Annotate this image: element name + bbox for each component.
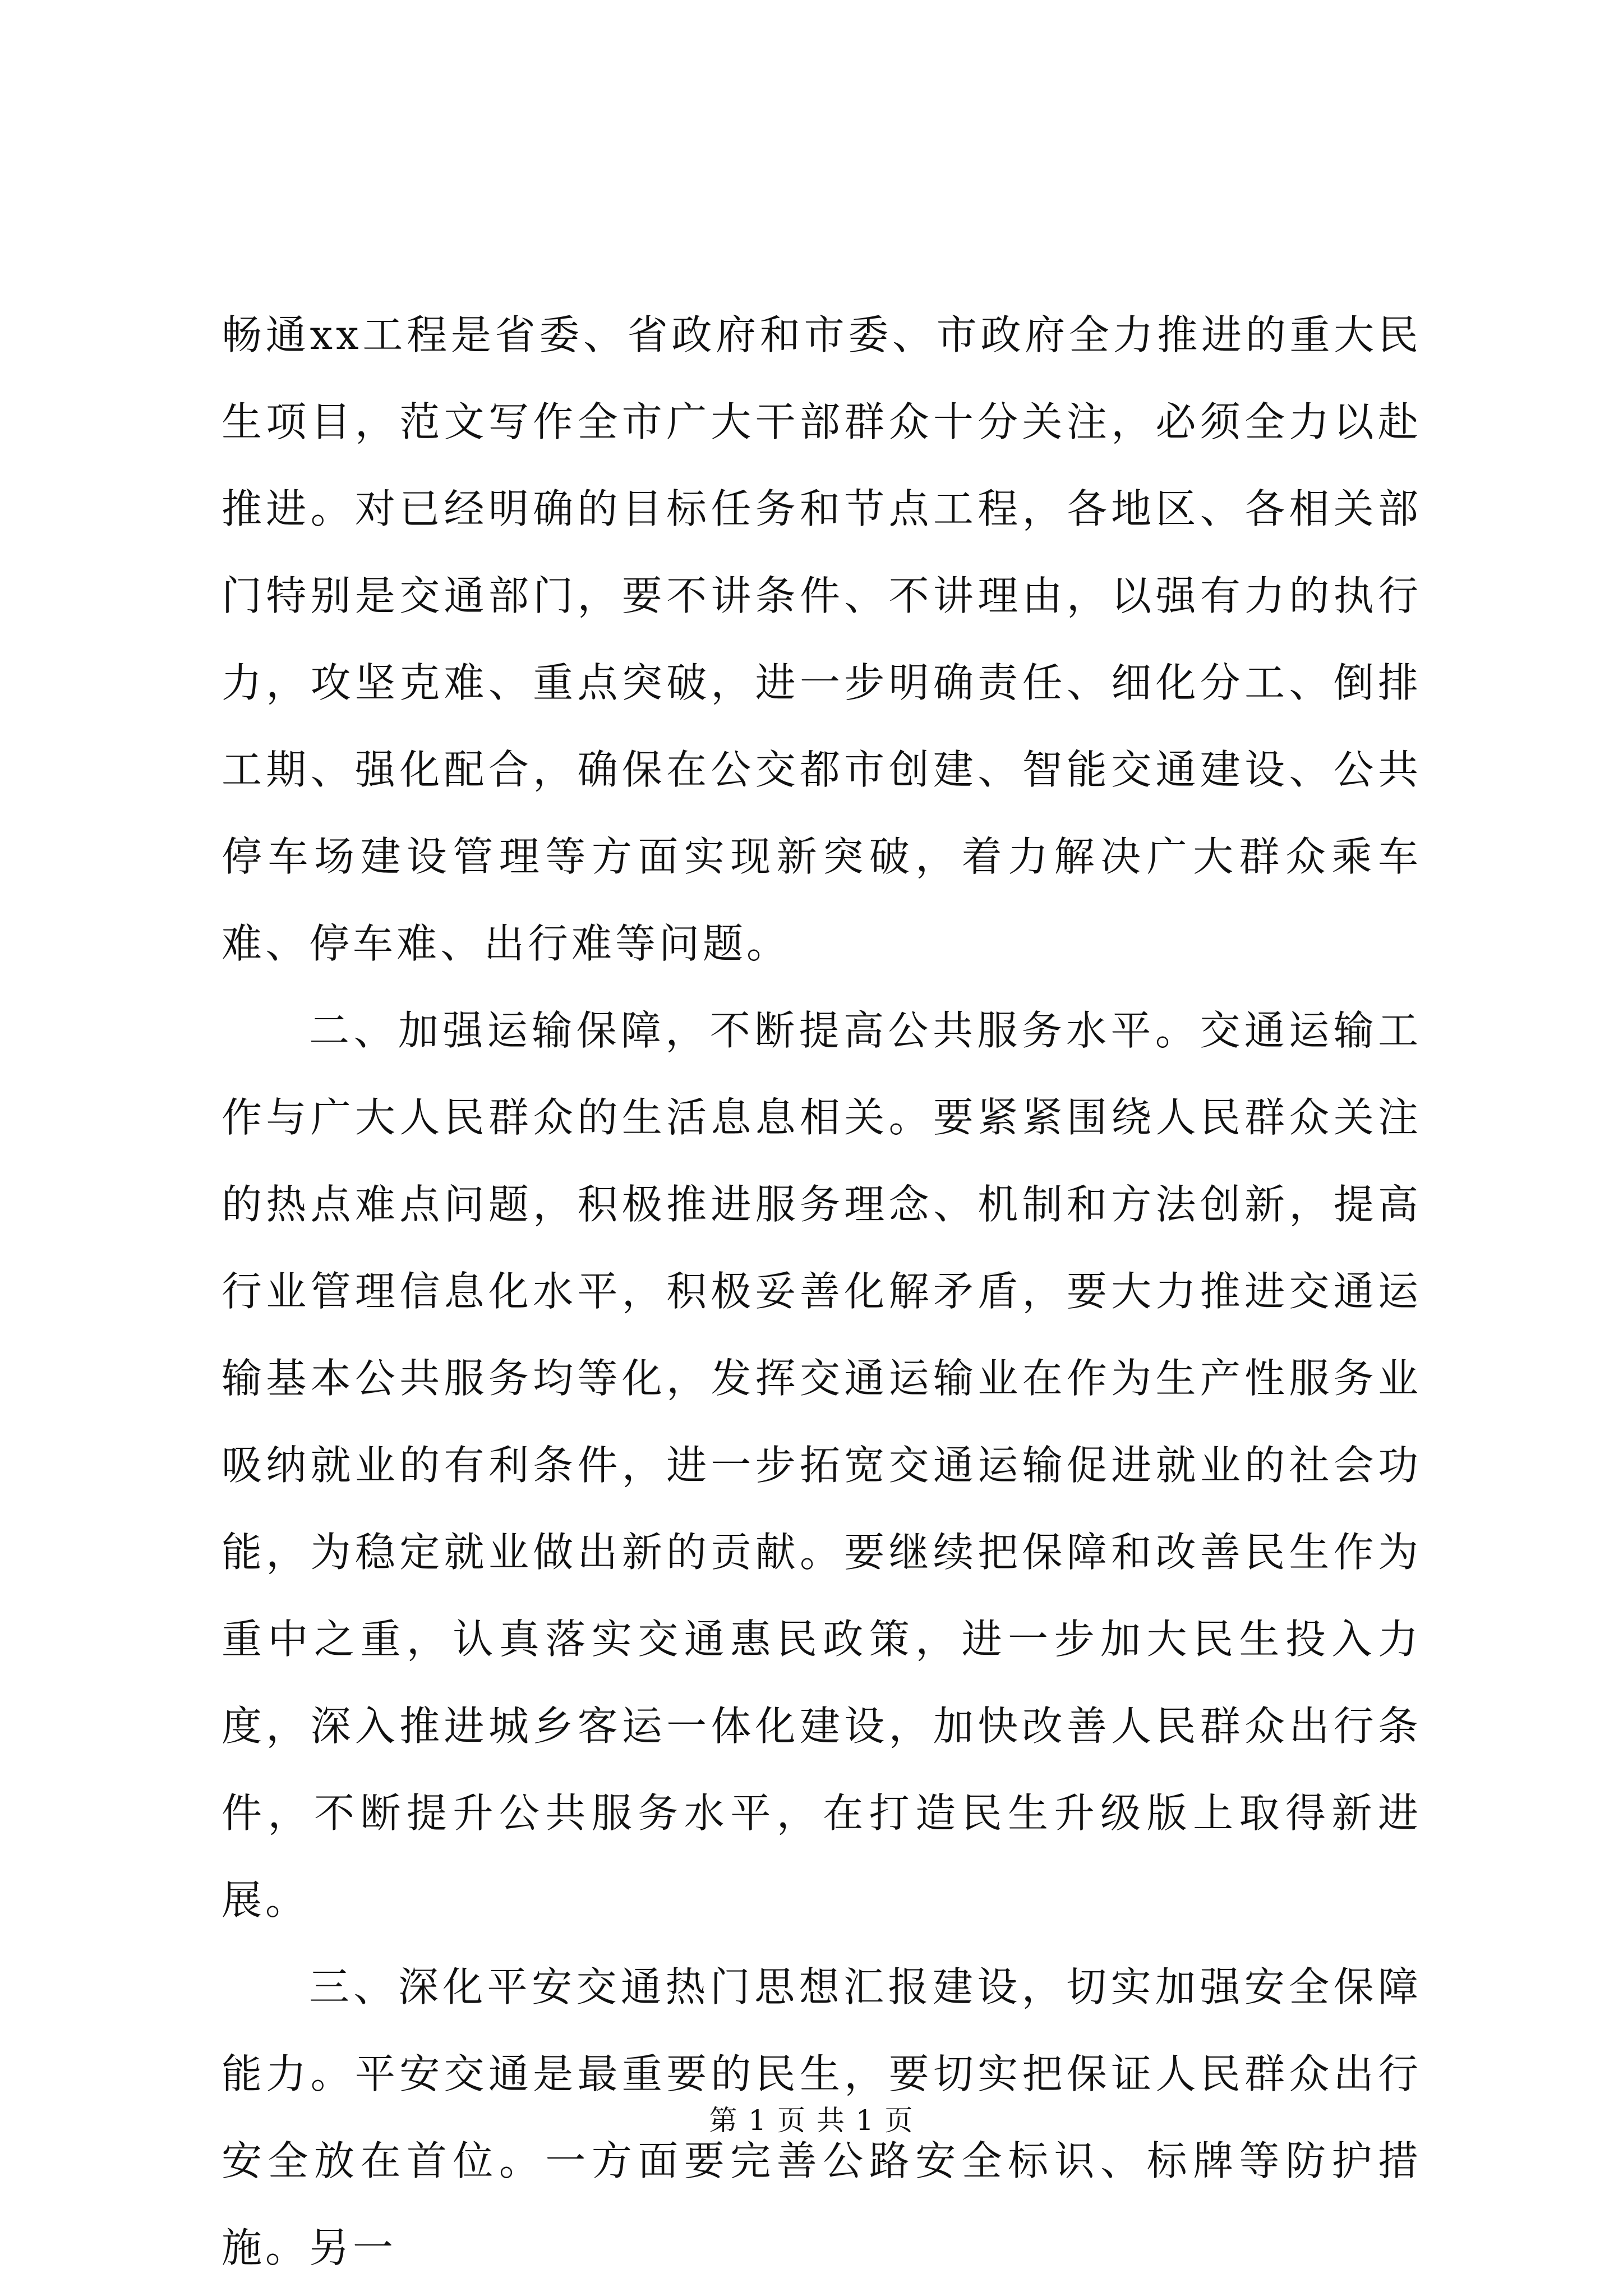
paragraph-section-three: 三、深化平安交通热门思想汇报建设，切实加强安全保障能力。平安交通是最重要的民生，要切实把保证人民群众出行安全放在首位。一方面要完善公路安全标识、标牌等防护措施。另一	[222, 1963, 1422, 2271]
page-footer: 第 1 页 共 1 页	[709, 2104, 914, 2137]
document-body	[222, 292, 1422, 2292]
paragraph-section-two: 二、加强运输保障，不断提高公共服务水平。交通运输工作与广大人民群众的生活息息相关。要紧紧围绕人民群众关注的热点难点问题，积极推进服务理念、机制和方法创新，提高行业管理信息化水平，积极妥善化解矛盾，要大力推进交通运输基本公共服务均等化，发挥交通运输业在作为生产性服务业吸纳就业的有利条件，进一步拓宽交通运输促进就业的社会功能，为稳定就业做出新的贡献。要继续把保障和改善民生作为重中之重，认真落实交通惠民政策，进一步加大民生投入力度，深入推进城乡客运一体化建设，加快改善人民群众出行条件，不断提升公共服务水平，在打造民生升级版上取得新进展。	[222, 1007, 1422, 1924]
paragraph-continuation: 畅通xx工程是省委、省政府和市委、市政府全力推进的重大民生项目，范文写作全市广大干部群众十分关注，必须全力以赴推进。对已经明确的目标任务和节点工程，各地区、各相关部门特别是交通部门，要不讲条件、不讲理由，以强有力的执行力，攻坚克难、重点突破，进一步明确责任、细化分工、倒排工期、强化配合，确保在公交都市创建、智能交通建设、公共停车场建设管理等方面实现新突破，着力解决广大群众乘车难、停车难、出行难等问题。	[222, 311, 1422, 967]
